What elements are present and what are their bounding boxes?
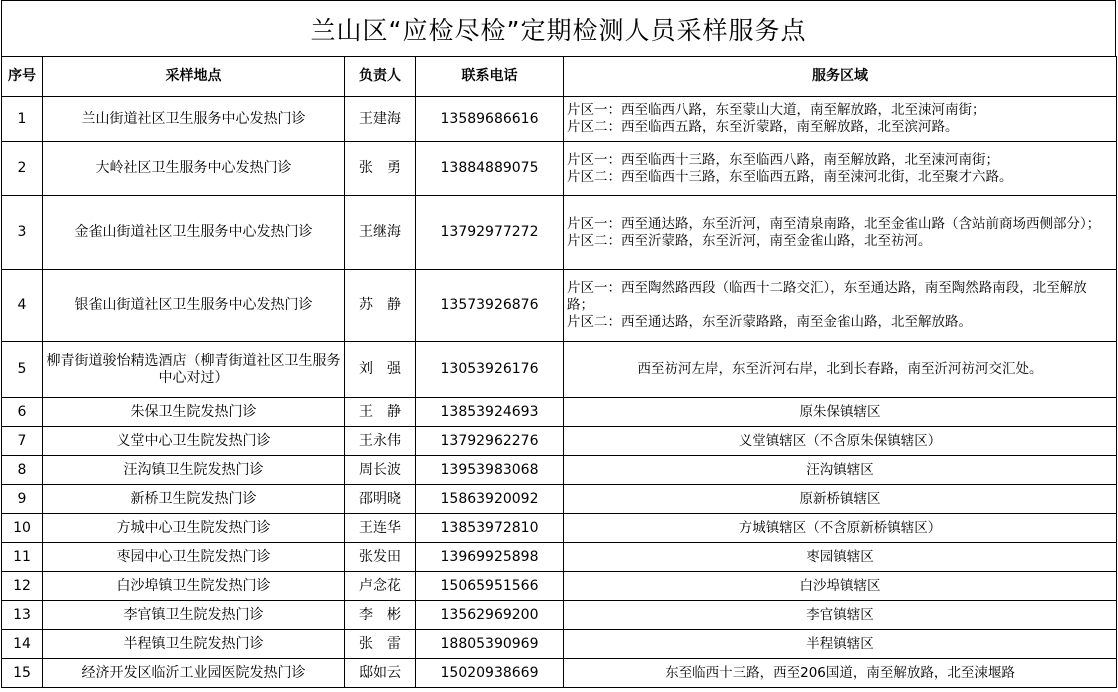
table-row bbox=[2, 196, 1117, 270]
row-number: 9 bbox=[2, 485, 43, 514]
service-area bbox=[564, 543, 1117, 572]
table-row bbox=[2, 398, 1117, 427]
contact-phone: 18805390969 bbox=[416, 630, 564, 659]
header-area: 服务区域 bbox=[564, 57, 1117, 97]
responsible-person: 张 雷 bbox=[345, 630, 416, 659]
contact-phone: 13884889075 bbox=[416, 142, 564, 196]
row-number: 4 bbox=[2, 270, 43, 342]
service-area-line: 义堂镇辖区（不含原朱保镇辖区） bbox=[738, 432, 942, 449]
responsible-person: 邸如云 bbox=[345, 659, 416, 688]
contact-phone: 13792962276 bbox=[416, 427, 564, 456]
sampling-site: 银雀山街道社区卫生服务中心发热门诊 bbox=[43, 270, 345, 342]
row-number: 7 bbox=[2, 427, 43, 456]
sampling-site: 大岭社区卫生服务中心发热门诊 bbox=[43, 142, 345, 196]
responsible-person: 周长波 bbox=[345, 456, 416, 485]
service-area-line: 片区二：西至通达路，东至沂蒙路路，南至金雀山路，北至解放路。 bbox=[567, 314, 972, 330]
table-row bbox=[2, 572, 1117, 601]
table-row bbox=[2, 485, 1117, 514]
responsible-person: 王永伟 bbox=[345, 427, 416, 456]
responsible-person: 王连华 bbox=[345, 514, 416, 543]
service-area-line: 片区一：西至临西十三路，东至临西八路，南至解放路，北至涑河南街； bbox=[567, 151, 999, 168]
service-area bbox=[564, 142, 1117, 196]
service-area-line: 半程镇辖区 bbox=[806, 635, 874, 652]
service-area bbox=[564, 659, 1117, 688]
row-number: 13 bbox=[2, 601, 43, 630]
row-number: 5 bbox=[2, 342, 43, 398]
row-number: 2 bbox=[2, 142, 43, 196]
row-number: 1 bbox=[2, 97, 43, 142]
service-area bbox=[564, 630, 1117, 659]
row-number: 3 bbox=[2, 196, 43, 270]
service-area bbox=[564, 427, 1117, 456]
contact-phone: 15020938669 bbox=[416, 659, 564, 688]
service-area-line: 片区二：西至沂蒙路，东至沂河，南至金雀山路，北至祊河。 bbox=[567, 232, 932, 249]
sampling-site: 义堂中心卫生院发热门诊 bbox=[43, 427, 345, 456]
service-points-table bbox=[1, 56, 1117, 688]
table-header-row bbox=[2, 57, 1117, 97]
table-row bbox=[2, 427, 1117, 456]
service-area-line: 李官镇辖区 bbox=[806, 606, 874, 623]
responsible-person: 王 静 bbox=[345, 398, 416, 427]
responsible-person: 苏 静 bbox=[345, 270, 416, 342]
sampling-site: 柳青街道骏怡精选酒店（柳青街道社区卫生服务中心对过） bbox=[43, 342, 345, 398]
contact-phone: 15065951566 bbox=[416, 572, 564, 601]
service-area-line: 片区二：西至临西五路，东至沂蒙路，南至解放路，北至滨河路。 bbox=[567, 119, 959, 135]
sampling-site: 半程镇卫生院发热门诊 bbox=[43, 630, 345, 659]
row-number: 12 bbox=[2, 572, 43, 601]
service-area bbox=[564, 398, 1117, 427]
service-area-line: 片区二：西至临西十三路，东至临西五路，南至涑河北街，北至聚才六路。 bbox=[567, 168, 1013, 185]
contact-phone: 13853924693 bbox=[416, 398, 564, 427]
service-area bbox=[564, 572, 1117, 601]
table-row bbox=[2, 342, 1117, 398]
responsible-person: 张 勇 bbox=[345, 142, 416, 196]
service-area-line: 片区一：西至临西八路，东至蒙山大道，南至解放路，北至涑河南街； bbox=[567, 102, 986, 118]
sampling-site: 方城中心卫生院发热门诊 bbox=[43, 514, 345, 543]
header-person: 负责人 bbox=[345, 57, 416, 97]
service-area-line: 片区一：西至通达路，东至沂河，南至清泉南路，北至金雀山路（含站前商场西侧部分）； bbox=[567, 215, 1101, 232]
service-area bbox=[564, 456, 1117, 485]
service-area bbox=[564, 601, 1117, 630]
contact-phone: 15863920092 bbox=[416, 485, 564, 514]
header-no: 序号 bbox=[2, 57, 43, 97]
sampling-site: 朱保卫生院发热门诊 bbox=[43, 398, 345, 427]
responsible-person: 邵明晓 bbox=[345, 485, 416, 514]
service-area-line: 西至祊河左岸，东至沂河右岸，北到长春路，南至沂河祊河交汇处。 bbox=[637, 361, 1043, 377]
service-area-line: 方城镇辖区（不含原新桥镇辖区） bbox=[738, 519, 942, 536]
contact-phone: 13853972810 bbox=[416, 514, 564, 543]
service-area bbox=[564, 270, 1117, 342]
sampling-site: 经济开发区临沂工业园医院发热门诊 bbox=[43, 659, 345, 688]
service-area bbox=[564, 485, 1117, 514]
table-row bbox=[2, 630, 1117, 659]
row-number: 6 bbox=[2, 398, 43, 427]
responsible-person: 李 彬 bbox=[345, 601, 416, 630]
service-area-line: 原朱保镇辖区 bbox=[799, 403, 881, 420]
sampling-site: 枣园中心卫生院发热门诊 bbox=[43, 543, 345, 572]
responsible-person: 张发田 bbox=[345, 543, 416, 572]
sampling-site: 白沙埠镇卫生院发热门诊 bbox=[43, 572, 345, 601]
contact-phone: 13053926176 bbox=[416, 342, 564, 398]
header-site: 采样地点 bbox=[43, 57, 345, 97]
service-area-line: 原新桥镇辖区 bbox=[799, 490, 881, 507]
contact-phone: 13562969200 bbox=[416, 601, 564, 630]
table-row bbox=[2, 456, 1117, 485]
table-row bbox=[2, 514, 1117, 543]
contact-phone: 13573926876 bbox=[416, 270, 564, 342]
responsible-person: 刘 强 bbox=[345, 342, 416, 398]
service-area bbox=[564, 342, 1117, 398]
table-row bbox=[2, 142, 1117, 196]
contact-phone: 13953983068 bbox=[416, 456, 564, 485]
row-number: 11 bbox=[2, 543, 43, 572]
service-area bbox=[564, 514, 1117, 543]
contact-phone: 13792977272 bbox=[416, 196, 564, 270]
responsible-person: 卢念花 bbox=[345, 572, 416, 601]
header-phone: 联系电话 bbox=[416, 57, 564, 97]
table-row bbox=[2, 97, 1117, 142]
sampling-site: 兰山街道社区卫生服务中心发热门诊 bbox=[43, 97, 345, 142]
service-area-line: 东至临西十三路，西至206国道，南至解放路，北至涑堰路 bbox=[665, 664, 1015, 681]
table-row bbox=[2, 270, 1117, 342]
service-area-line: 汪沟镇辖区 bbox=[806, 461, 874, 478]
service-area bbox=[564, 196, 1117, 270]
responsible-person: 王继海 bbox=[345, 196, 416, 270]
sampling-site: 李官镇卫生院发热门诊 bbox=[43, 601, 345, 630]
table-row bbox=[2, 543, 1117, 572]
service-area-line: 白沙埠镇辖区 bbox=[799, 577, 881, 594]
table-row bbox=[2, 659, 1117, 688]
table-row bbox=[2, 601, 1117, 630]
sampling-site: 金雀山街道社区卫生服务中心发热门诊 bbox=[43, 196, 345, 270]
responsible-person: 王建海 bbox=[345, 97, 416, 142]
service-area-line: 枣园镇辖区 bbox=[806, 548, 874, 565]
service-area-line: 片区一：西至陶然路西段（临西十二路交汇），东至通达路，南至陶然路南段，北至解放路； bbox=[567, 280, 1087, 313]
sampling-site: 新桥卫生院发热门诊 bbox=[43, 485, 345, 514]
sampling-site: 汪沟镇卫生院发热门诊 bbox=[43, 456, 345, 485]
row-number: 14 bbox=[2, 630, 43, 659]
service-points-sheet bbox=[1, 0, 1116, 688]
row-number: 15 bbox=[2, 659, 43, 688]
page-title: 兰山区“应检尽检”定期检测人员采样服务点 bbox=[1, 0, 1116, 56]
contact-phone: 13589686616 bbox=[416, 97, 564, 142]
contact-phone: 13969925898 bbox=[416, 543, 564, 572]
row-number: 10 bbox=[2, 514, 43, 543]
row-number: 8 bbox=[2, 456, 43, 485]
service-area bbox=[564, 97, 1117, 142]
